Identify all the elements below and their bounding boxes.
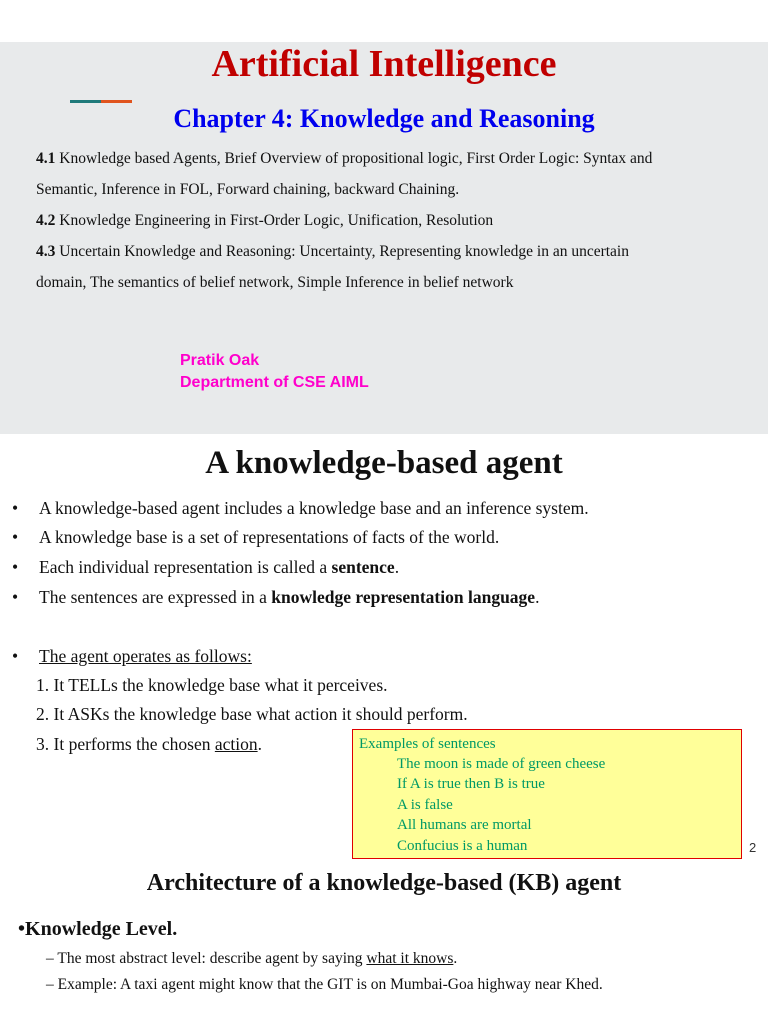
section-number: 4.1 xyxy=(36,150,56,167)
author-department: Department of CSE AIML xyxy=(180,374,369,391)
section-text: Uncertain Knowledge and Reasoning: Uncertainty, Representing knowledge in an uncertain xyxy=(55,243,629,260)
section-text-cont: domain, The semantics of belief network, Simple Inference in belief network xyxy=(36,274,514,291)
author-block xyxy=(180,350,369,394)
bullet-text: The sentences are expressed in a xyxy=(39,587,272,607)
bold-term: knowledge representation language xyxy=(271,587,536,607)
bullet-icon: • xyxy=(12,557,19,577)
bullet-text: Each individual representation is called a xyxy=(39,557,332,577)
section-text-cont: Semantic, Inference in FOL, Forward chaining, backward Chaining. xyxy=(36,181,460,198)
example-item: Confucius is a human xyxy=(397,838,528,854)
sub-bullet: – Example: A taxi agent might know that the GIT is on Mumbai-Goa highway near Khed. xyxy=(46,976,603,993)
section-4-2 xyxy=(36,205,736,236)
bullet-icon: • xyxy=(12,646,19,666)
accent-line-teal xyxy=(70,100,102,103)
title-slide xyxy=(0,42,768,434)
example-item: The moon is made of green cheese xyxy=(397,756,606,772)
bullet-icon: • xyxy=(12,498,19,518)
sub-bullet-text: Example: A taxi agent might know that the GIT is on Mumbai-Goa highway near Khed. xyxy=(57,976,603,993)
chapter-heading: Chapter 4: Knowledge and Reasoning xyxy=(173,104,595,133)
knowledge-level-text: Knowledge Level. xyxy=(25,918,178,940)
examples-header: Examples of sentences xyxy=(359,736,496,752)
bullet-text: A knowledge base is a set of representations of facts of the world. xyxy=(39,527,500,547)
section-number: 4.2 xyxy=(36,212,56,229)
section-4-3 xyxy=(36,236,736,298)
underlined-phrase: what it knows xyxy=(366,950,454,967)
bullet-icon: • xyxy=(12,527,19,547)
operates-heading: The agent operates as follows: xyxy=(39,646,252,666)
step-3 xyxy=(36,734,262,755)
kb-agent-heading: A knowledge-based agent xyxy=(205,445,563,481)
bullet-icon: • xyxy=(12,587,19,607)
bullet-text: A knowledge-based agent includes a knowledge base and an inference system. xyxy=(39,498,589,518)
sub-bullet-end: . xyxy=(453,950,458,967)
example-item: All humans are mortal xyxy=(397,817,532,833)
section-text: Knowledge Engineering in First-Order Logic, Unification, Resolution xyxy=(55,212,494,229)
step-2: 2. It ASKs the knowledge base what action it should perform. xyxy=(36,704,468,724)
sub-bullet: – The most abstract level: describe agent by saying what it knows. xyxy=(46,950,458,967)
accent-line-orange xyxy=(101,100,132,103)
example-item: If A is true then B is true xyxy=(397,776,545,792)
sub-bullet-text: The most abstract level: describe agent by saying xyxy=(57,950,367,967)
slide-title: Artificial Intelligence xyxy=(211,43,557,85)
step-3-text: 3. It performs the chosen xyxy=(36,734,215,754)
section-text: Knowledge based Agents, Brief Overview of propositional logic, First Order Logic: Syntax and xyxy=(55,150,653,167)
knowledge-level-bullet: •Knowledge Level. xyxy=(18,918,178,940)
bullet-text-end: . xyxy=(394,557,400,577)
architecture-heading: Architecture of a knowledge-based (KB) agent xyxy=(146,870,622,896)
step-1: 1. It TELLs the knowledge base what it perceives. xyxy=(36,675,388,695)
section-number: 4.3 xyxy=(36,243,56,260)
step-3-end: . xyxy=(257,734,262,754)
examples-box xyxy=(352,729,742,859)
bold-term: sentence xyxy=(331,557,395,577)
action-link: action xyxy=(214,734,258,754)
section-4-1 xyxy=(36,143,736,205)
author-name: Pratik Oak xyxy=(180,352,260,369)
example-item: A is false xyxy=(397,797,453,813)
page-number: 2 xyxy=(749,840,757,855)
bullet-text-end: . xyxy=(535,587,540,607)
